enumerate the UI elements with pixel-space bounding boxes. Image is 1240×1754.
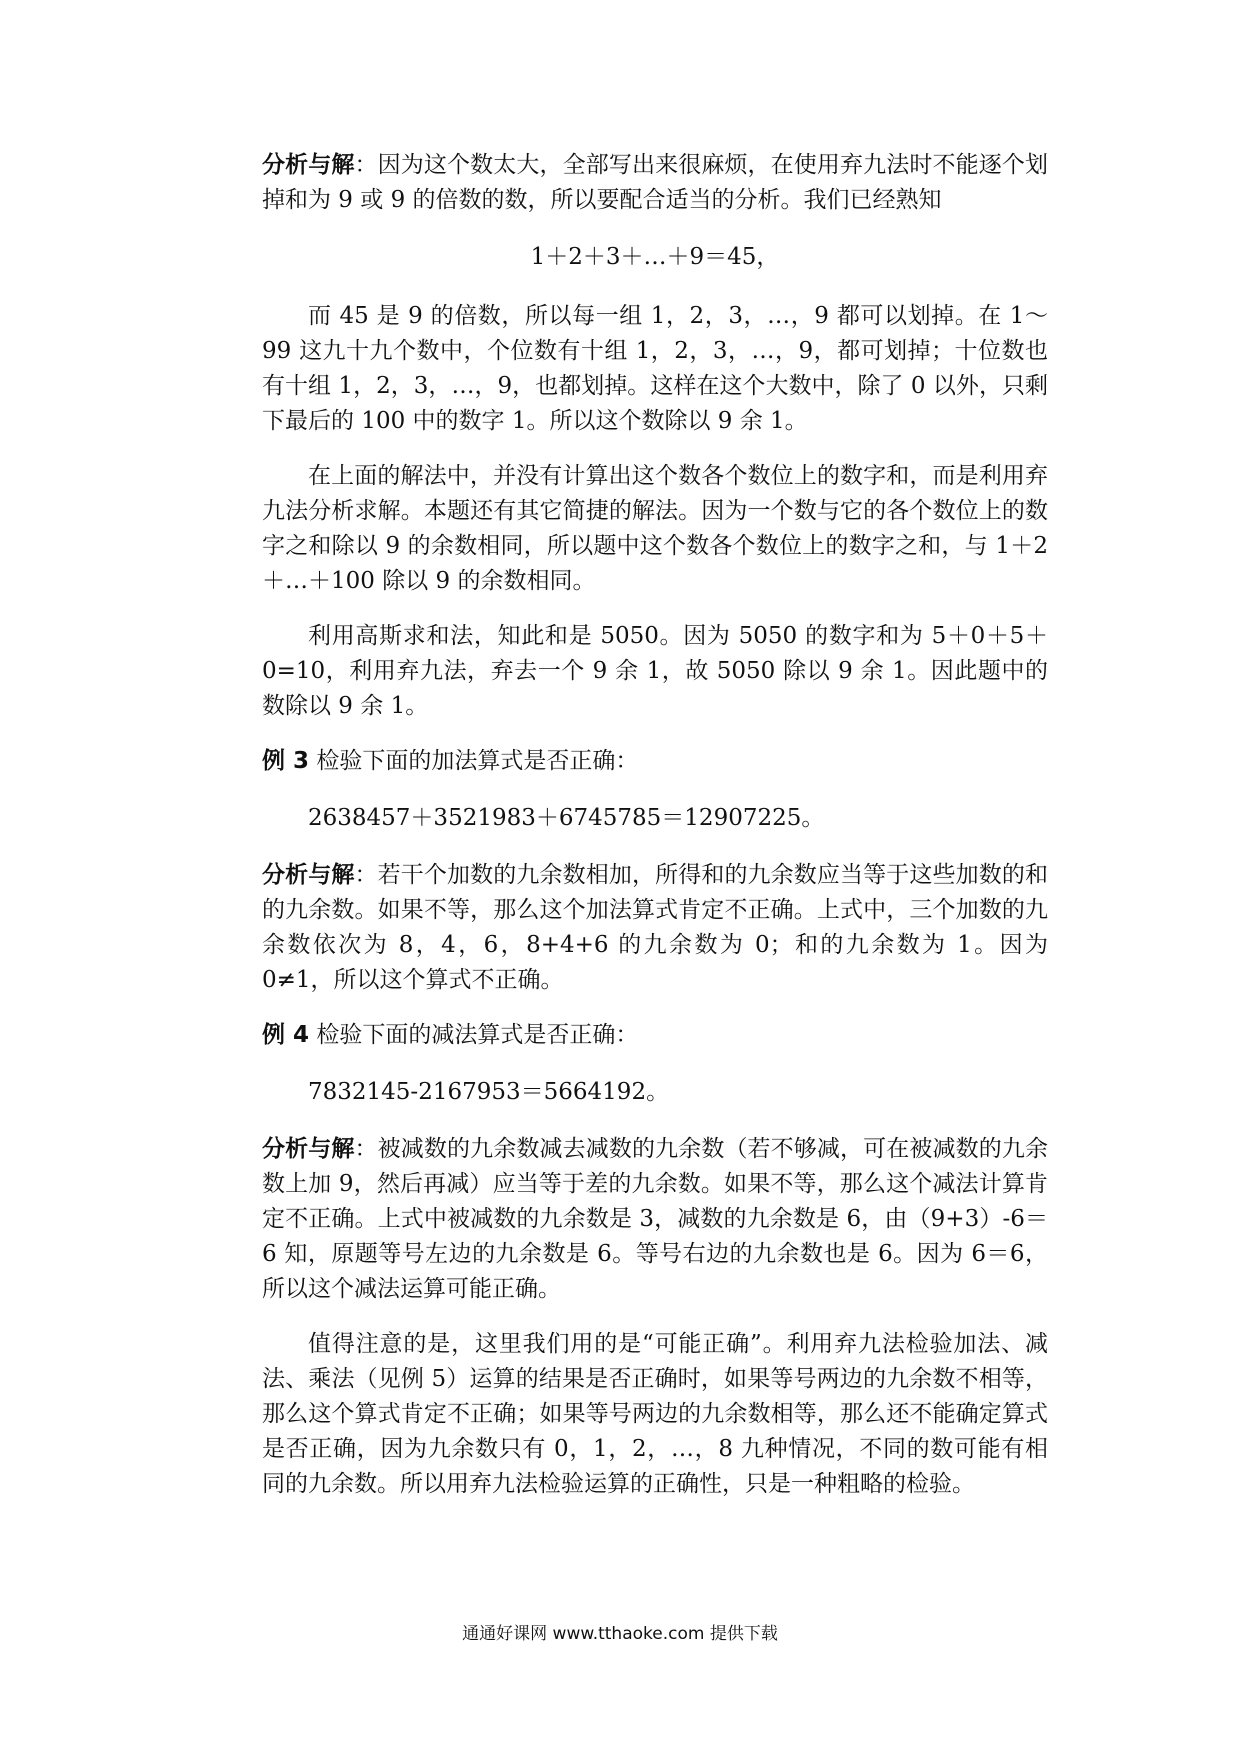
example-4-label: 例 4 (262, 1022, 310, 1048)
analysis-paragraph-1 (262, 148, 1048, 218)
example-4-formula: 7832145-2167953＝5664192。 (308, 1079, 670, 1105)
example-4-analysis-text: ：被减数的九余数减去减数的九余数（若不够减，可在被减数的九余数上加 9，然后再减）应当等于差的九余数。如果不等，那么这个减法计算肯定不正确。上式中被减数的九余数是 3，减数的九余数是 6，由（9+3）-6＝6 知，原题等号左边的九余数是 6。等号右边的九余数也是 6。因为 6＝6，所以这个减法运算可能正确。 (262, 1136, 1049, 1302)
example-3-formula: 2638457＋3521983＋6745785＝12907225。 (308, 805, 825, 831)
formula-sum-1-to-9: 1＋2＋3＋…＋9＝45， (530, 244, 780, 270)
example-4-analysis (262, 1132, 1048, 1307)
page-footer: 通通好课网 www.tthaoke.com 提供下载 (462, 1624, 778, 1644)
example-3-analysis (262, 858, 1048, 998)
paragraph-method-note: 在上面的解法中，并没有计算出这个数各个数位上的数字和，而是利用弃九法分析求解。本题还有其它简捷的解法。因为一个数与它的各个数位上的数字之和除以 9 的余数相同，所以题中这个数各个数位上的数字之和，与 1＋2＋…＋100 除以 9 的余数相同。 (262, 463, 1048, 594)
paragraph-caution-note: 值得注意的是，这里我们用的是“可能正确”。利用弃九法检验加法、减法、乘法（见例 5）运算的结果是否正确时，如果等号两边的九余数不相等，那么这个算式肯定不正确；如果等号两边的九余数相等，那么还不能确定算式是否正确，因为九余数只有 0，1，2，…，8 九种情况，不同的数可能有相同的九余数。所以用弃九法检验运算的正确性，只是一种粗略的检验。 (262, 1331, 1048, 1497)
example-3-label: 例 3 (262, 748, 310, 774)
example-3-prompt: 检验下面的加法算式是否正确： (309, 748, 639, 774)
example-4-prompt: 检验下面的减法算式是否正确： (309, 1022, 639, 1048)
example-4-heading (262, 1018, 1048, 1053)
example-3-heading (262, 744, 1048, 779)
example-3-analysis-label: 分析与解 (262, 862, 355, 888)
document-body (262, 148, 1048, 1502)
analysis-text: ：因为这个数太大，全部写出来很麻烦，在使用弃九法时不能逐个划掉和为 9 或 9 的倍数的数，所以要配合适当的分析。我们已经熟知 (262, 152, 1049, 213)
example-4-analysis-label: 分析与解 (262, 1136, 355, 1162)
analysis-label: 分析与解 (262, 152, 355, 178)
paragraph-digit-groups: 而 45 是 9 的倍数，所以每一组 1，2，3，…，9 都可以划掉。在 1～99 这九十九个数中，个位数有十组 1，2，3，…，9，都可划掉；十位数也有十组 1，2，3，…，9，也都划掉。这样在这个大数中，除了 0 以外，只剩下最后的 100 中的数字 1。所以这个数除以 9 余 1。 (262, 303, 1048, 434)
paragraph-gauss-sum: 利用高斯求和法，知此和是 5050。因为 5050 的数字和为 5＋0＋5＋0=10，利用弃九法，弃去一个 9 余 1，故 5050 除以 9 余 1。因此题中的数除以 9 余 1。 (262, 623, 1048, 719)
example-3-analysis-text: ：若干个加数的九余数相加，所得和的九余数应当等于这些加数的和的九余数。如果不等，那么这个加法算式肯定不正确。上式中，三个加数的九余数依次为 8，4，6，8+4+6 的九余数为 0；和的九余数为 1。因为 0≠1，所以这个算式不正确。 (262, 862, 1049, 993)
